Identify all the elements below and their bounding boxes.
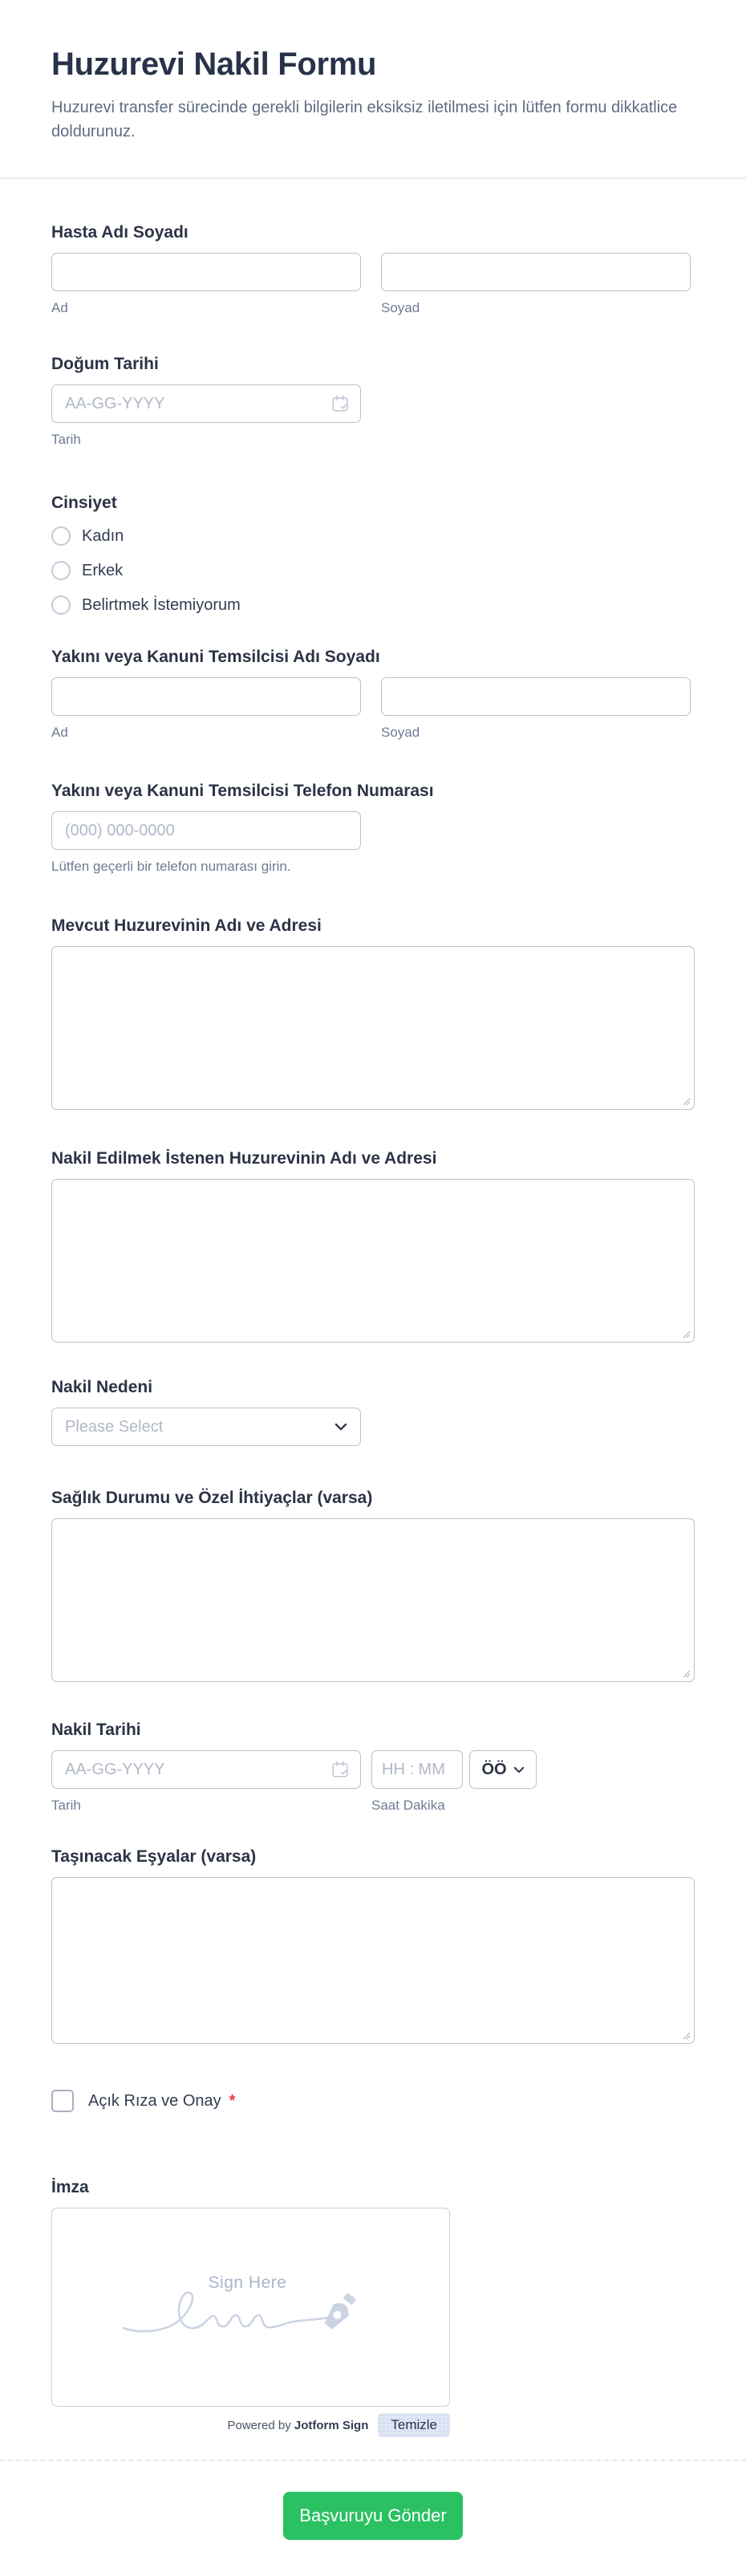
form-body bbox=[0, 222, 746, 2540]
transfer-reason-placeholder: Please Select bbox=[65, 1417, 164, 1436]
birth-date-input[interactable] bbox=[51, 384, 361, 423]
field-consent bbox=[51, 2090, 695, 2112]
patient-last-name-input[interactable] bbox=[381, 253, 691, 291]
submit-button[interactable]: Başvuruyu Gönder bbox=[283, 2492, 463, 2540]
radio-icon[interactable] bbox=[51, 595, 71, 615]
jotform-sign-brand: Jotform Sign bbox=[294, 2418, 369, 2432]
field-birth-date bbox=[51, 354, 695, 448]
patient-first-name-input[interactable] bbox=[51, 253, 361, 291]
transfer-date-sublabel: Tarih bbox=[51, 1798, 81, 1813]
gender-label: Cinsiyet bbox=[51, 494, 117, 512]
gender-option-label: Belirtmek İstemiyorum bbox=[82, 596, 241, 614]
field-current-home bbox=[51, 916, 695, 1110]
signature-label: İmza bbox=[51, 2178, 89, 2196]
page-title: Huzurevi Nakil Formu bbox=[51, 47, 377, 82]
radio-icon[interactable] bbox=[51, 561, 71, 580]
radio-icon[interactable] bbox=[51, 526, 71, 546]
field-representative-phone bbox=[51, 781, 695, 875]
transfer-time-input[interactable] bbox=[371, 1750, 463, 1789]
header-divider bbox=[0, 177, 746, 179]
gender-option-kadin[interactable] bbox=[51, 526, 695, 546]
bottom-divider bbox=[0, 2460, 746, 2461]
current-home-label: Mevcut Huzurevinin Adı ve Adresi bbox=[51, 916, 322, 935]
transfer-time-sublabel: Saat Dakika bbox=[371, 1798, 445, 1813]
representative-first-name-sublabel: Ad bbox=[51, 725, 68, 740]
signature-pad[interactable] bbox=[51, 2208, 450, 2407]
field-transfer-reason bbox=[51, 1377, 695, 1446]
patient-name-label: Hasta Adı Soyadı bbox=[51, 223, 189, 242]
representative-last-name-input[interactable] bbox=[381, 677, 691, 716]
target-home-textarea[interactable] bbox=[51, 1179, 695, 1343]
gender-option-erkek[interactable] bbox=[51, 561, 695, 580]
calendar-icon[interactable] bbox=[330, 394, 350, 413]
meridiem-value: ÖÖ bbox=[481, 1760, 507, 1778]
representative-last-name-sublabel: Soyad bbox=[381, 725, 420, 740]
representative-first-name-input[interactable] bbox=[51, 677, 361, 716]
health-status-label: Sağlık Durumu ve Özel İhtiyaçlar (varsa) bbox=[51, 1489, 373, 1507]
transfer-date-label: Nakil Tarihi bbox=[51, 1721, 141, 1739]
birth-date-sublabel: Tarih bbox=[51, 432, 81, 447]
gender-option-belirtmek-istemiyorum[interactable] bbox=[51, 595, 695, 615]
page-subtitle: Huzurevi transfer sürecinde gerekli bilgilerin eksiksiz iletilmesi için lütfen formu dikkatlice doldurunuz. bbox=[51, 99, 678, 140]
sign-here-hint: Sign Here bbox=[208, 2273, 287, 2292]
field-transfer-date bbox=[51, 1720, 695, 1814]
target-home-label: Nakil Edilmek İstenen Huzurevinin Adı ve Adresi bbox=[51, 1149, 437, 1168]
health-status-textarea[interactable] bbox=[51, 1518, 695, 1682]
transfer-reason-label: Nakil Nedeni bbox=[51, 1378, 153, 1396]
field-signature bbox=[51, 2177, 695, 2437]
field-target-home bbox=[51, 1148, 695, 1343]
birth-date-label: Doğum Tarihi bbox=[51, 355, 159, 373]
belongings-label: Taşınacak Eşyalar (varsa) bbox=[51, 1847, 257, 1866]
transfer-reason-select[interactable] bbox=[51, 1408, 361, 1446]
patient-first-name-sublabel: Ad bbox=[51, 300, 68, 315]
required-asterisk: * bbox=[229, 2091, 236, 2110]
current-home-textarea[interactable] bbox=[51, 946, 695, 1110]
consent-label: Açık Rıza ve Onay bbox=[88, 2091, 221, 2110]
field-belongings bbox=[51, 1847, 695, 2044]
gender-option-label: Erkek bbox=[82, 562, 124, 579]
chevron-down-icon bbox=[334, 1423, 347, 1431]
representative-name-label: Yakını veya Kanuni Temsilcisi Adı Soyadı bbox=[51, 648, 380, 666]
representative-phone-label: Yakını veya Kanuni Temsilcisi Telefon Numarası bbox=[51, 782, 434, 800]
meridiem-select[interactable] bbox=[469, 1750, 537, 1789]
chevron-down-icon bbox=[513, 1766, 525, 1774]
field-health-status bbox=[51, 1488, 695, 1682]
transfer-date-input[interactable] bbox=[51, 1750, 361, 1789]
belongings-textarea[interactable] bbox=[51, 1877, 695, 2044]
representative-phone-sublabel: Lütfen geçerli bir telefon numarası girin. bbox=[51, 859, 291, 874]
field-gender bbox=[51, 493, 695, 615]
calendar-icon[interactable] bbox=[330, 1760, 350, 1779]
field-representative-name bbox=[51, 647, 695, 741]
representative-phone-input[interactable] bbox=[51, 811, 361, 850]
consent-checkbox-row[interactable] bbox=[51, 2090, 695, 2112]
patient-last-name-sublabel: Soyad bbox=[381, 300, 420, 315]
field-patient-name bbox=[51, 222, 695, 316]
checkbox-icon[interactable] bbox=[51, 2090, 74, 2112]
powered-by-text: Powered by Jotform Sign bbox=[227, 2418, 369, 2432]
signature-clear-button[interactable]: Temizle bbox=[378, 2413, 450, 2437]
gender-option-label: Kadın bbox=[82, 527, 124, 545]
form-header bbox=[0, 0, 746, 144]
